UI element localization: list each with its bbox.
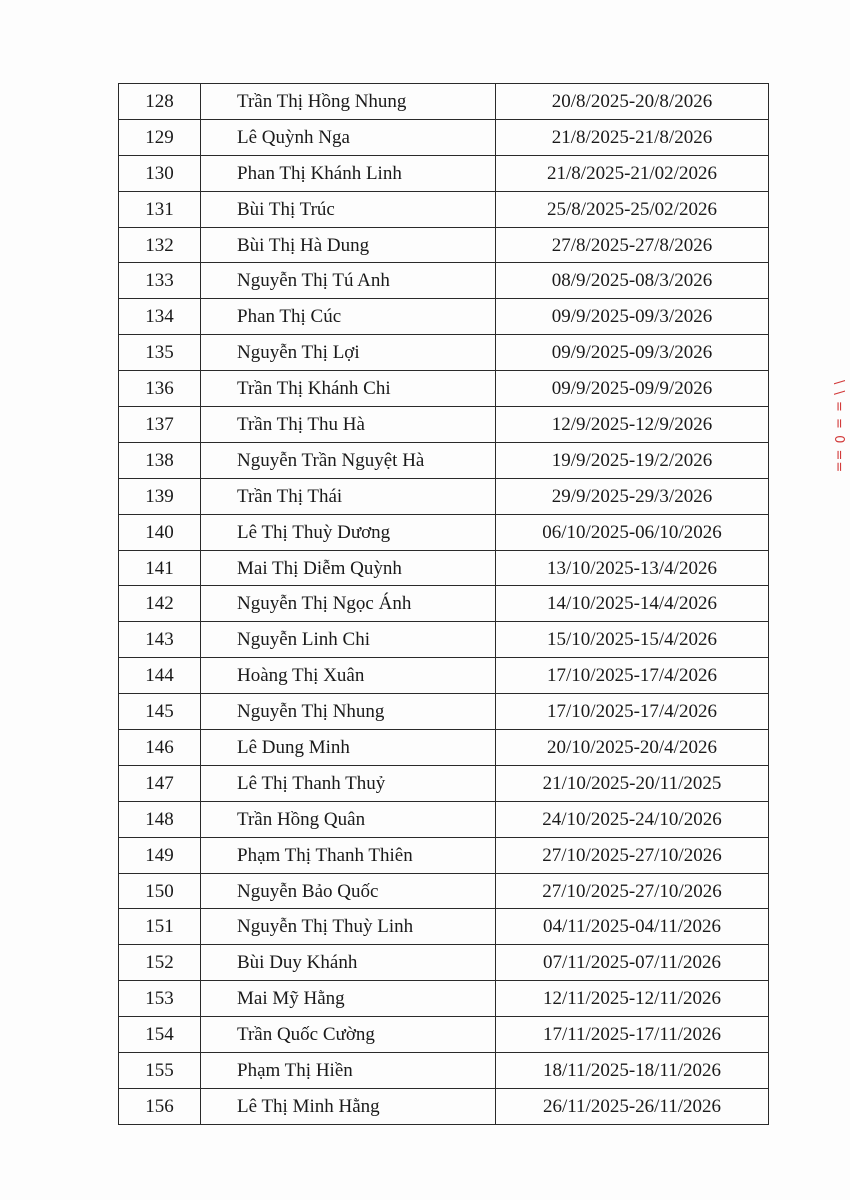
row-number-cell: 154: [119, 1017, 201, 1053]
contract-period-cell: 26/11/2025-26/11/2026: [496, 1088, 769, 1124]
table-row: [119, 263, 769, 299]
table-row: [119, 442, 769, 478]
table-row: [119, 909, 769, 945]
table-row: [119, 335, 769, 371]
row-number-cell: 152: [119, 945, 201, 981]
row-number-cell: 156: [119, 1088, 201, 1124]
row-number-cell: 140: [119, 514, 201, 550]
contract-period-cell: 12/9/2025-12/9/2026: [496, 407, 769, 443]
person-name-cell: Lê Thị Thanh Thuỷ: [201, 765, 496, 801]
row-number-cell: 146: [119, 730, 201, 766]
person-name-cell: Phan Thị Cúc: [201, 299, 496, 335]
row-number-cell: 139: [119, 478, 201, 514]
person-name-cell: Hoàng Thị Xuân: [201, 658, 496, 694]
person-name-cell: Trần Hồng Quân: [201, 801, 496, 837]
contract-period-cell: 12/11/2025-12/11/2026: [496, 981, 769, 1017]
row-number-cell: 145: [119, 694, 201, 730]
table-row: [119, 407, 769, 443]
contract-period-cell: 18/11/2025-18/11/2026: [496, 1053, 769, 1089]
person-name-cell: Nguyễn Bảo Quốc: [201, 873, 496, 909]
row-number-cell: 138: [119, 442, 201, 478]
table-row: [119, 622, 769, 658]
contract-period-cell: 09/9/2025-09/3/2026: [496, 335, 769, 371]
person-name-cell: Mai Thị Diễm Quỳnh: [201, 550, 496, 586]
table-row: [119, 84, 769, 120]
contract-period-cell: 08/9/2025-08/3/2026: [496, 263, 769, 299]
person-name-cell: Lê Dung Minh: [201, 730, 496, 766]
table-row: [119, 945, 769, 981]
row-number-cell: 134: [119, 299, 201, 335]
person-name-cell: Bùi Thị Hà Dung: [201, 227, 496, 263]
table-row: [119, 1017, 769, 1053]
table-row: [119, 765, 769, 801]
row-number-cell: 137: [119, 407, 201, 443]
table-row: [119, 1053, 769, 1089]
row-number-cell: 129: [119, 119, 201, 155]
person-name-cell: Mai Mỹ Hằng: [201, 981, 496, 1017]
row-number-cell: 130: [119, 155, 201, 191]
row-number-cell: 151: [119, 909, 201, 945]
person-name-cell: Lê Quỳnh Nga: [201, 119, 496, 155]
person-name-cell: Phạm Thị Hiền: [201, 1053, 496, 1089]
table-row: [119, 119, 769, 155]
person-name-cell: Nguyễn Trần Nguyệt Hà: [201, 442, 496, 478]
contract-period-cell: 09/9/2025-09/3/2026: [496, 299, 769, 335]
contract-period-cell: 17/10/2025-17/4/2026: [496, 694, 769, 730]
person-name-cell: Trần Thị Thái: [201, 478, 496, 514]
person-name-cell: Bùi Duy Khánh: [201, 945, 496, 981]
person-name-cell: Nguyễn Thị Lợi: [201, 335, 496, 371]
table-row: [119, 1088, 769, 1124]
contract-period-cell: 09/9/2025-09/9/2026: [496, 371, 769, 407]
person-name-cell: Trần Thị Thu Hà: [201, 407, 496, 443]
row-number-cell: 147: [119, 765, 201, 801]
person-name-cell: Lê Thị Minh Hằng: [201, 1088, 496, 1124]
contract-period-cell: 24/10/2025-24/10/2026: [496, 801, 769, 837]
margin-stamp-mark: \ \ = = 0 ==: [831, 380, 846, 474]
person-name-cell: Trần Thị Khánh Chi: [201, 371, 496, 407]
table-row: [119, 801, 769, 837]
table-row: [119, 514, 769, 550]
table-row: [119, 550, 769, 586]
contract-period-cell: 14/10/2025-14/4/2026: [496, 586, 769, 622]
table-row: [119, 478, 769, 514]
table-row: [119, 299, 769, 335]
row-number-cell: 132: [119, 227, 201, 263]
person-name-cell: Trần Thị Hồng Nhung: [201, 84, 496, 120]
roster-table: [118, 83, 769, 1125]
contract-period-cell: 04/11/2025-04/11/2026: [496, 909, 769, 945]
row-number-cell: 148: [119, 801, 201, 837]
roster-table-body: [119, 84, 769, 1125]
table-row: [119, 371, 769, 407]
person-name-cell: Trần Quốc Cường: [201, 1017, 496, 1053]
contract-period-cell: 25/8/2025-25/02/2026: [496, 191, 769, 227]
table-row: [119, 837, 769, 873]
person-name-cell: Nguyễn Thị Nhung: [201, 694, 496, 730]
contract-period-cell: 17/10/2025-17/4/2026: [496, 658, 769, 694]
row-number-cell: 143: [119, 622, 201, 658]
contract-period-cell: 19/9/2025-19/2/2026: [496, 442, 769, 478]
row-number-cell: 149: [119, 837, 201, 873]
person-name-cell: Bùi Thị Trúc: [201, 191, 496, 227]
person-name-cell: Lê Thị Thuỳ Dương: [201, 514, 496, 550]
table-row: [119, 981, 769, 1017]
contract-period-cell: 21/10/2025-20/11/2025: [496, 765, 769, 801]
table-row: [119, 694, 769, 730]
contract-period-cell: 20/10/2025-20/4/2026: [496, 730, 769, 766]
row-number-cell: 133: [119, 263, 201, 299]
table-row: [119, 586, 769, 622]
contract-period-cell: 27/10/2025-27/10/2026: [496, 873, 769, 909]
person-name-cell: Nguyễn Thị Thuỳ Linh: [201, 909, 496, 945]
table-row: [119, 191, 769, 227]
table-row: [119, 155, 769, 191]
row-number-cell: 141: [119, 550, 201, 586]
row-number-cell: 150: [119, 873, 201, 909]
contract-period-cell: 13/10/2025-13/4/2026: [496, 550, 769, 586]
table-row: [119, 873, 769, 909]
contract-period-cell: 15/10/2025-15/4/2026: [496, 622, 769, 658]
row-number-cell: 135: [119, 335, 201, 371]
contract-period-cell: 21/8/2025-21/8/2026: [496, 119, 769, 155]
contract-period-cell: 20/8/2025-20/8/2026: [496, 84, 769, 120]
person-name-cell: Nguyễn Thị Ngọc Ánh: [201, 586, 496, 622]
person-name-cell: Phạm Thị Thanh Thiên: [201, 837, 496, 873]
contract-period-cell: 27/8/2025-27/8/2026: [496, 227, 769, 263]
row-number-cell: 155: [119, 1053, 201, 1089]
row-number-cell: 144: [119, 658, 201, 694]
person-name-cell: Phan Thị Khánh Linh: [201, 155, 496, 191]
person-name-cell: Nguyễn Linh Chi: [201, 622, 496, 658]
row-number-cell: 142: [119, 586, 201, 622]
contract-period-cell: 06/10/2025-06/10/2026: [496, 514, 769, 550]
contract-period-cell: 27/10/2025-27/10/2026: [496, 837, 769, 873]
row-number-cell: 136: [119, 371, 201, 407]
table-row: [119, 730, 769, 766]
row-number-cell: 128: [119, 84, 201, 120]
contract-period-cell: 17/11/2025-17/11/2026: [496, 1017, 769, 1053]
table-row: [119, 227, 769, 263]
table-row: [119, 658, 769, 694]
contract-period-cell: 07/11/2025-07/11/2026: [496, 945, 769, 981]
row-number-cell: 131: [119, 191, 201, 227]
person-name-cell: Nguyễn Thị Tú Anh: [201, 263, 496, 299]
row-number-cell: 153: [119, 981, 201, 1017]
contract-period-cell: 21/8/2025-21/02/2026: [496, 155, 769, 191]
contract-period-cell: 29/9/2025-29/3/2026: [496, 478, 769, 514]
